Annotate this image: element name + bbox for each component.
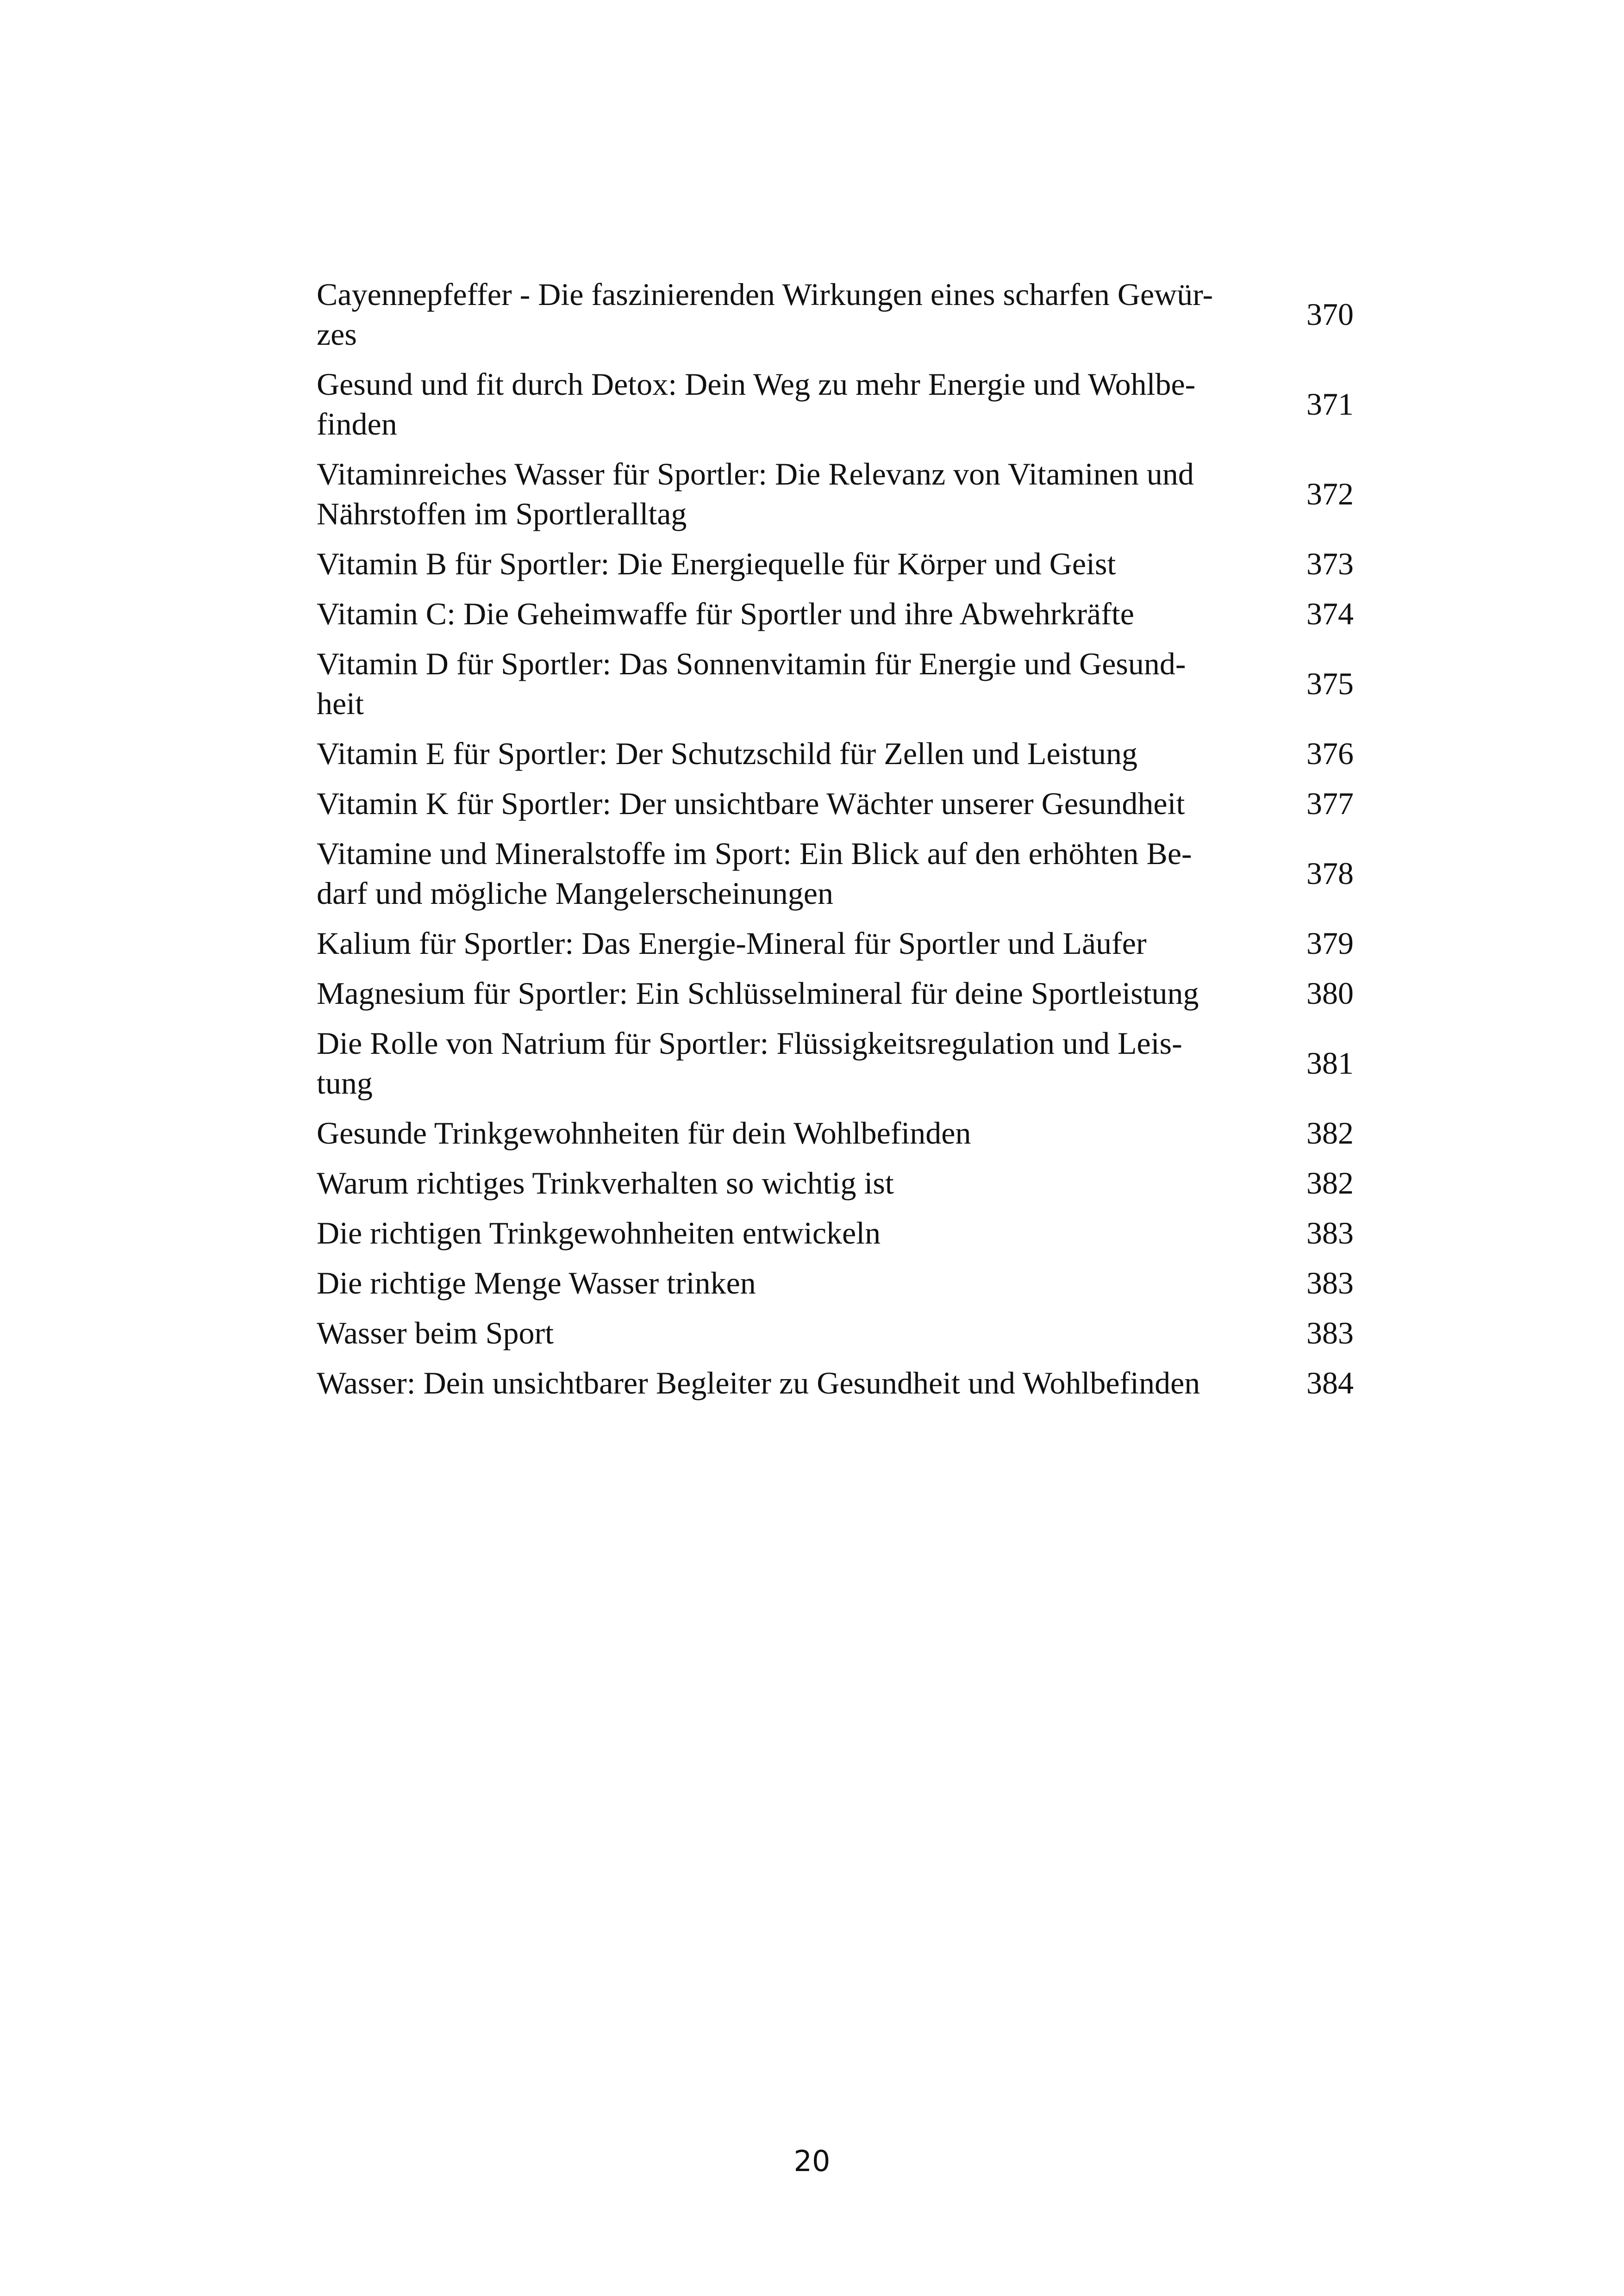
toc-entry-title: Die richtige Menge Wasser trinken (317, 1265, 756, 1300)
toc-entry (317, 1158, 1354, 1208)
toc-entry-title: Gesund und fit durch Detox: Dein Weg zu mehr Energie und Wohlbe- finden (317, 367, 1196, 442)
toc-entry-page: 371 (1306, 386, 1354, 422)
toc-entry-page: 381 (1306, 1045, 1354, 1081)
toc-entry-page: 372 (1306, 476, 1354, 511)
toc-entry-title: Vitaminreiches Wasser für Sportler: Die Relevanz von Vitaminen und Nährstoffen im Sportleralltag (317, 456, 1194, 531)
toc-entry-page: 384 (1306, 1365, 1354, 1400)
toc-entry-title: Vitamine und Mineralstoffe im Sport: Ein Blick auf den erhöhten Be- darf und mögliche Mangelerscheinungen (317, 836, 1192, 911)
toc-entry-title: Vitamin B für Sportler: Die Energiequelle für Körper und Geist (317, 546, 1116, 581)
table-of-contents (317, 269, 1354, 1408)
toc-entry (317, 1108, 1354, 1158)
toc-entry-page: 375 (1306, 666, 1354, 701)
toc-entry-page: 382 (1306, 1165, 1354, 1201)
toc-entry-title: Kalium für Sportler: Das Energie-Mineral für Sportler und Läufer (317, 926, 1147, 961)
toc-entry-page: 379 (1306, 926, 1354, 961)
toc-entry-title: Cayennepfeffer - Die faszinierenden Wirkungen eines scharfen Gewür- zes (317, 277, 1213, 352)
toc-entry (317, 539, 1354, 589)
toc-entry (317, 1308, 1354, 1358)
toc-entry-page: 382 (1306, 1115, 1354, 1151)
toc-entry (317, 1018, 1354, 1108)
toc-entry (317, 269, 1354, 359)
toc-entry-title: Vitamin K für Sportler: Der unsichtbare Wächter unserer Gesundheit (317, 786, 1185, 821)
toc-entry-title: Die Rolle von Natrium für Sportler: Flüssigkeitsregulation und Leis- tung (317, 1026, 1182, 1101)
toc-entry-page: 377 (1306, 786, 1354, 821)
toc-entry (317, 828, 1354, 918)
toc-entry-title: Gesunde Trinkgewohnheiten für dein Wohlbefinden (317, 1115, 971, 1151)
toc-entry (317, 968, 1354, 1018)
toc-entry (317, 639, 1354, 728)
toc-entry (317, 778, 1354, 828)
toc-entry-title: Die richtigen Trinkgewohnheiten entwickeln (317, 1215, 881, 1251)
toc-entry-title: Warum richtiges Trinkverhalten so wichtig ist (317, 1165, 894, 1201)
toc-entry (317, 449, 1354, 539)
toc-entry-title: Vitamin E für Sportler: Der Schutzschild für Zellen und Leistung (317, 736, 1137, 771)
toc-entry-title: Magnesium für Sportler: Ein Schlüsselmineral für deine Sportleistung (317, 976, 1199, 1011)
toc-entry (317, 359, 1354, 449)
toc-entry-title: Wasser beim Sport (317, 1315, 554, 1350)
toc-entry-title: Vitamin C: Die Geheimwaffe für Sportler und ihre Abwehrkräfte (317, 596, 1134, 631)
toc-entry (317, 1358, 1354, 1408)
toc-entry (317, 918, 1354, 968)
toc-entry-page: 370 (1306, 297, 1354, 332)
toc-entry (317, 728, 1354, 778)
toc-entry (317, 1258, 1354, 1308)
toc-entry-page: 380 (1306, 976, 1354, 1011)
toc-entry-page: 383 (1306, 1215, 1354, 1251)
toc-entry-page: 374 (1306, 596, 1354, 631)
toc-entry-page: 376 (1306, 736, 1354, 771)
toc-entry-title: Vitamin D für Sportler: Das Sonnenvitamin für Energie und Gesund- heit (317, 646, 1186, 721)
toc-entry-page: 373 (1306, 546, 1354, 581)
toc-entry-page: 383 (1306, 1265, 1354, 1300)
toc-entry-page: 383 (1306, 1315, 1354, 1350)
toc-entry-title: Wasser: Dein unsichtbarer Begleiter zu Gesundheit und Wohlbefinden (317, 1365, 1200, 1400)
toc-entry-page: 378 (1306, 856, 1354, 891)
toc-entry (317, 1208, 1354, 1258)
toc-entry (317, 589, 1354, 639)
page-number: 20 (793, 2144, 831, 2178)
